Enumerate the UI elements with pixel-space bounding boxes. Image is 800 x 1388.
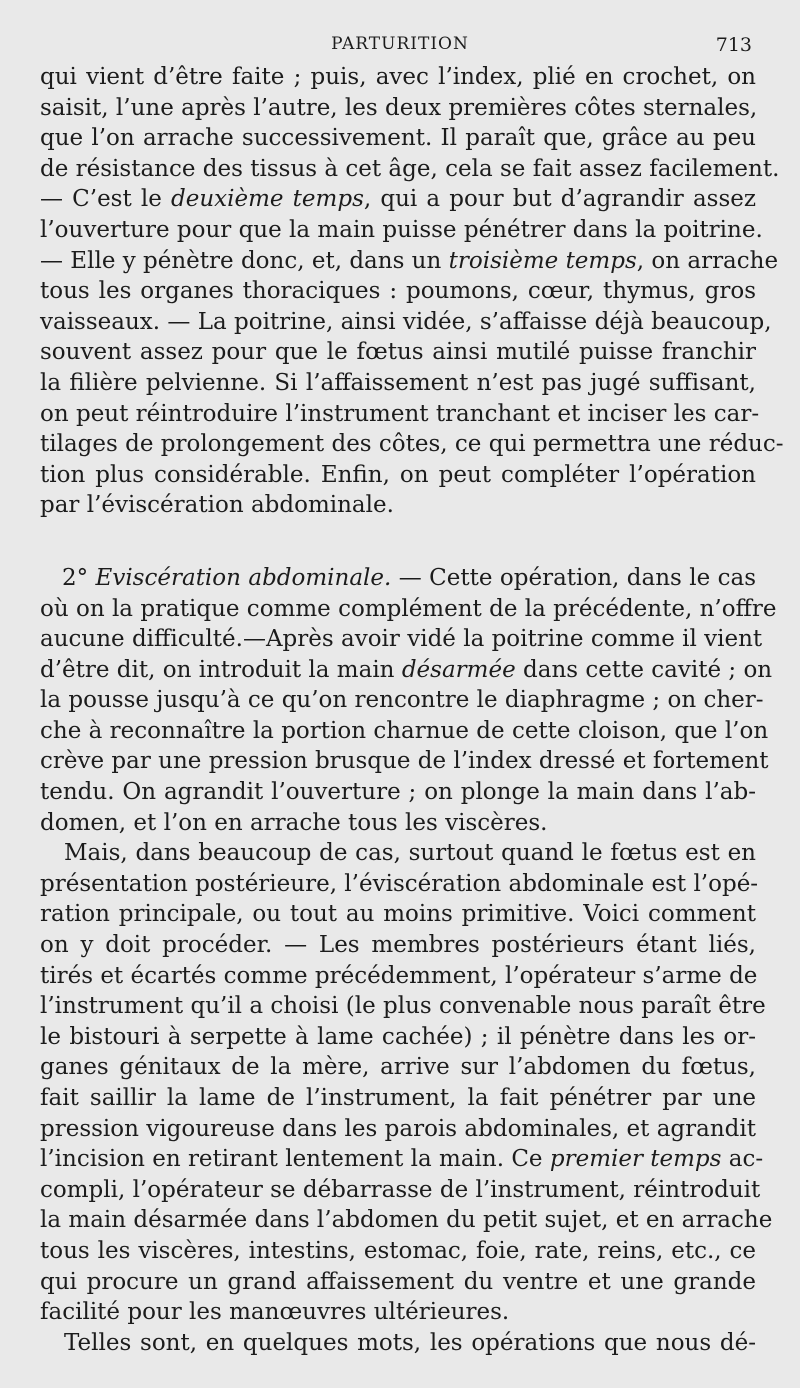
text-line — [40, 1144, 764, 1175]
text-line: qui procure un grand affaissement du ventre et une grande — [40, 1268, 756, 1295]
text-run: d’être dit, on introduit la main — [40, 656, 402, 683]
text-line: Mais, dans beaucoup de cas, surtout quand le fœtus est en — [64, 840, 756, 867]
text-line: par l’éviscération abdominale. — [40, 492, 394, 519]
section-heading-line — [40, 563, 756, 594]
text-run: dans cette cavité ; on — [515, 656, 773, 683]
italic-term: troisième temps — [448, 247, 637, 274]
text-run: , on arrache — [636, 247, 779, 274]
section-title: Eviscération abdominale. — [95, 564, 392, 591]
text-line — [40, 655, 773, 686]
text-line: la main désarmée dans l’abdomen du petit sujet, et en arrache — [40, 1207, 773, 1234]
text-line: présentation postérieure, l’éviscération abdominale est l’opé- — [40, 870, 759, 897]
text-line: qui vient d’être faite ; puis, avec l’index, plié en crochet, on — [40, 64, 756, 90]
text-run: , qui a pour but d’agrandir assez — [363, 186, 756, 213]
text-line: tirés et écartés comme précédemment, l’opérateur s’arme de — [40, 962, 758, 989]
text-line: ganes génitaux de la mère, arrive sur l’abdomen du fœtus, — [40, 1054, 756, 1081]
page-body — [40, 62, 784, 1358]
text-line: facilité pour les manœuvres ultérieures. — [40, 1299, 510, 1326]
text-line: che à reconnaître la portion charnue de cette cloison, que l’on — [40, 717, 769, 744]
section-number: 2° — [62, 564, 96, 591]
text-run: — Cette opération, dans le cas — [391, 564, 756, 591]
text-line: l’instrument qu’il a choisi (le plus convenable nous paraît être — [40, 993, 766, 1020]
text-line: tilages de prolongement des côtes, ce qui permettra une réduc- — [40, 431, 784, 458]
paragraph-gap — [40, 521, 756, 563]
text-line: le bistouri à serpette à lame cachée) ; il pénètre dans les or- — [40, 1023, 756, 1050]
text-line: compli, l’opérateur se débarrasse de l’instrument, réintroduit — [40, 1176, 761, 1203]
text-line — [40, 246, 779, 277]
text-run: — Elle y pénètre donc, et, dans un — [40, 247, 449, 274]
text-line: saisit, l’une après l’autre, les deux premières côtes sternales, — [40, 94, 758, 121]
text-line: pression vigoureuse dans les parois abdominales, et agrandit — [40, 1115, 756, 1142]
text-run: ac- — [721, 1146, 764, 1173]
text-line: aucune difficulté.—Après avoir vidé la poitrine comme il vient — [40, 626, 763, 653]
text-line: on y doit procéder. — Les membres postérieurs étant liés, — [40, 932, 756, 959]
text-run: l’incision en retirant lentement la main. Ce — [40, 1146, 550, 1173]
text-line: souvent assez pour que le fœtus ainsi mutilé puisse franchir — [40, 339, 756, 366]
text-line: tion plus considérable. Enfin, on peut compléter l’opération — [40, 461, 756, 488]
text-line — [40, 184, 756, 215]
text-line: vaisseaux. — La poitrine, ainsi vidée, s’affaisse déjà beaucoup, — [40, 308, 772, 335]
text-line: tous les viscères, intestins, estomac, foie, rate, reins, etc., ce — [40, 1237, 756, 1264]
text-line: la pousse jusqu’à ce qu’on rencontre le diaphragme ; on cher- — [40, 687, 764, 714]
text-line: on peut réintroduire l’instrument tranchant et inciser les car- — [40, 400, 760, 427]
text-line: domen, et l’on en arrache tous les viscères. — [40, 809, 548, 836]
text-line: tous les organes thoraciques : poumons, cœur, thymus, gros — [40, 278, 756, 305]
text-line: de résistance des tissus à cet âge, cela se fait assez facilement. — [40, 155, 780, 182]
text-line: crève par une pression brusque de l’index dressé et fortement — [40, 748, 769, 775]
text-line: la filière pelvienne. Si l’affaissement n’est pas jugé suffisant, — [40, 369, 756, 396]
italic-term: premier temps — [549, 1146, 722, 1173]
italic-term: deuxième temps — [171, 186, 364, 213]
italic-term: désarmée — [401, 656, 516, 683]
page-number: 713 — [715, 34, 752, 56]
text-line: fait saillir la lame de l’instrument, la fait pénétrer par une — [40, 1085, 756, 1111]
text-line: ration principale, ou tout au moins primitive. Voici comment — [40, 901, 756, 928]
text-line: tendu. On agrandit l’ouverture ; on plonge la main dans l’ab- — [40, 779, 756, 806]
page-header — [40, 32, 760, 60]
text-line: Telles sont, en quelques mots, les opérations que nous dé- — [64, 1329, 756, 1356]
text-line: que l’on arrache successivement. Il paraît que, grâce au peu — [40, 125, 756, 152]
text-line: l’ouverture pour que la main puisse pénétrer dans la poitrine. — [40, 216, 763, 243]
text-run: — C’est le — [40, 186, 172, 213]
running-head: PARTURITION — [331, 34, 469, 54]
text-line: où on la pratique comme complément de la précédente, n’offre — [40, 595, 777, 622]
